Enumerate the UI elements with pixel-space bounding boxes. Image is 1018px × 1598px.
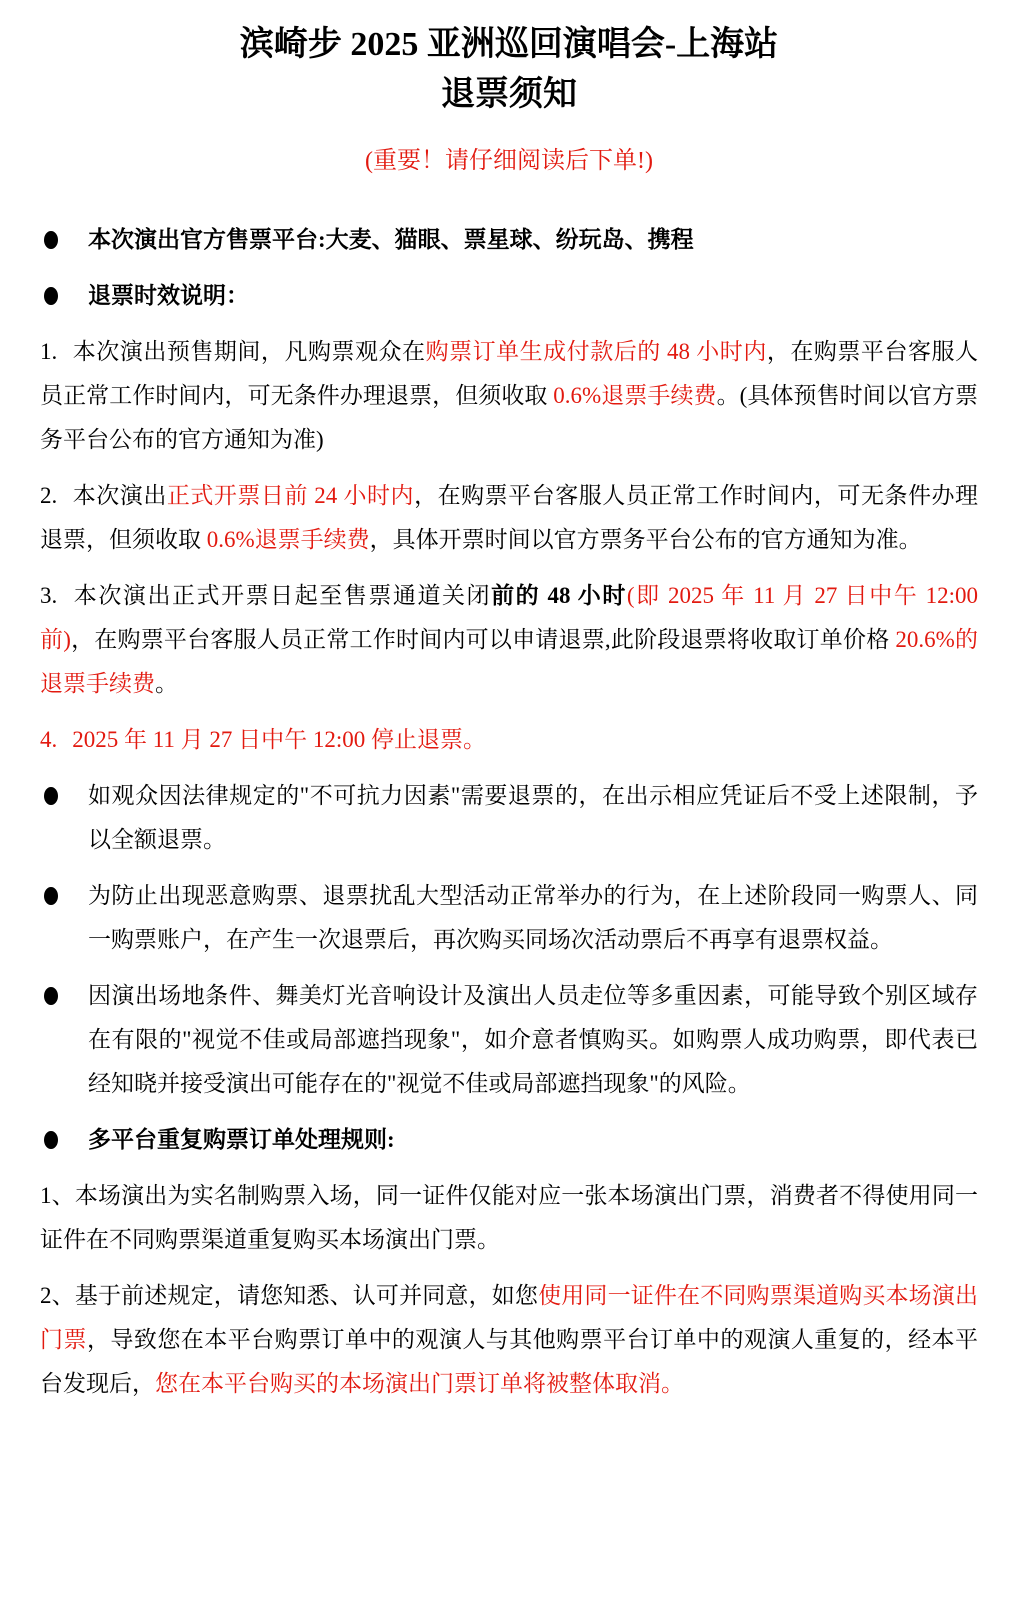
- page-subtitle: 退票须知: [441, 76, 577, 113]
- bullet-refund-timeline-heading: [40, 274, 978, 318]
- text-run: 本次演出正式开票日起至售票通道关闭: [72, 583, 492, 608]
- important-notice: (重要！请仔细阅读后下单!): [365, 148, 653, 174]
- text-run: 。: [155, 671, 178, 696]
- text-run: (即 2025 年 11 月 27 日中午 12:00 前): [40, 583, 979, 652]
- bullet-icon: [44, 1131, 58, 1149]
- rule-48h-before-close: [40, 574, 978, 706]
- rule-refund-deadline: [40, 718, 978, 762]
- text-run: 1、本场演出为实名制购票入场，同一证件仅能对应一张本场演出门票，消费者不得使用同一证件在不同购票渠道重复购买本场演出门票。: [40, 1183, 978, 1252]
- text-run: 2025 年 11 月 27 日中午 12:00 停止退票。: [72, 727, 487, 752]
- text-run: 您在本平台购买的本场演出门票订单将被整体取消。: [155, 1371, 684, 1396]
- text-run: 使用同一证件在不同购票渠道购买本场演出门票: [40, 1283, 979, 1352]
- content-blocks: [40, 218, 978, 1406]
- text-run: 本次演出预售期间，凡购票观众在: [72, 339, 426, 364]
- list-number: 2.: [40, 483, 58, 508]
- list-number: 3.: [40, 583, 58, 608]
- text-run: 20.6%的退票手续费: [40, 627, 978, 696]
- text-run: 。(具体预售时间以官方票务平台公布的官方通知为准): [40, 383, 978, 452]
- bullet-force-majeure: [40, 774, 978, 862]
- text-run: 0.6%退票手续费: [553, 383, 717, 408]
- duplicate-rule-2: [40, 1274, 978, 1406]
- text-run: 购票订单生成付款后的 48 小时内: [425, 339, 767, 364]
- bullet-malicious-refund: [40, 874, 978, 962]
- bullet-icon: [44, 987, 58, 1005]
- bullet-duplicate-order-heading: [40, 1118, 978, 1162]
- bullet-icon: [44, 287, 58, 305]
- bullet-official-platforms: [40, 218, 978, 262]
- text-run: 0.6%退票手续费: [206, 527, 370, 552]
- bullet-icon: [44, 787, 58, 805]
- bullet-icon: [44, 887, 58, 905]
- rule-before-onsale-refund: [40, 474, 978, 562]
- text-run: 正式开票日前 24 小时内: [166, 483, 415, 508]
- text-run: ，导致您在本平台购票订单中的观演人与其他购票平台订单中的观演人重复的，经本平台发现后，: [40, 1327, 979, 1396]
- page-title: 滨崎步 2025 亚洲巡回演唱会-上海站: [239, 26, 779, 63]
- duplicate-rule-1: [40, 1174, 978, 1262]
- list-number: 4.: [40, 727, 58, 752]
- text-run: 2、基于前述规定，请您知悉、认可并同意，如您: [40, 1283, 539, 1308]
- text-run: 为防止出现恶意购票、退票扰乱大型活动正常举办的行为，在上述阶段同一购票人、同一购票账户，在产生一次退票后，再次购买同场次活动票后不再享有退票权益。: [88, 883, 978, 952]
- text-run: ，在购票平台客服人员正常工作时间内可以申请退票,此阶段退票将收取订单价格: [70, 627, 896, 652]
- text-run: ，在购票平台客服人员正常工作时间内，可无条件办理退票，但须收取: [40, 483, 979, 552]
- bullet-icon: [44, 231, 58, 249]
- text-run: 本次演出: [72, 483, 167, 508]
- text-run: 退票时效说明：: [88, 283, 249, 308]
- text-run: ，具体开票时间以官方票务平台公布的官方通知为准。: [369, 527, 922, 552]
- text-run: 前的 48 小时: [491, 583, 627, 608]
- text-run: 多平台重复购票订单处理规则:: [88, 1127, 395, 1152]
- text-run: 本次演出官方售票平台:大麦、猫眼、票星球、纷玩岛、携程: [88, 227, 694, 252]
- text-run: 如观众因法律规定的"不可抗力因素"需要退票的，在出示相应凭证后不受上述限制，予以全额退票。: [88, 783, 978, 852]
- list-number: 1.: [40, 339, 58, 364]
- text-run: 因演出场地条件、舞美灯光音响设计及演出人员走位等多重因素，可能导致个别区域存在有限的"视觉不佳或局部遮挡现象"，如介意者慎购买。如购票人成功购票，即代表已经知晓并接受演出可能存在的"视觉不佳或局部遮挡现象"的风险。: [88, 983, 978, 1096]
- rule-presale-refund: [40, 330, 978, 462]
- text-run: ，在购票平台客服人员正常工作时间内，可无条件办理退票，但须收取: [40, 339, 979, 408]
- bullet-view-obstruction: [40, 974, 978, 1106]
